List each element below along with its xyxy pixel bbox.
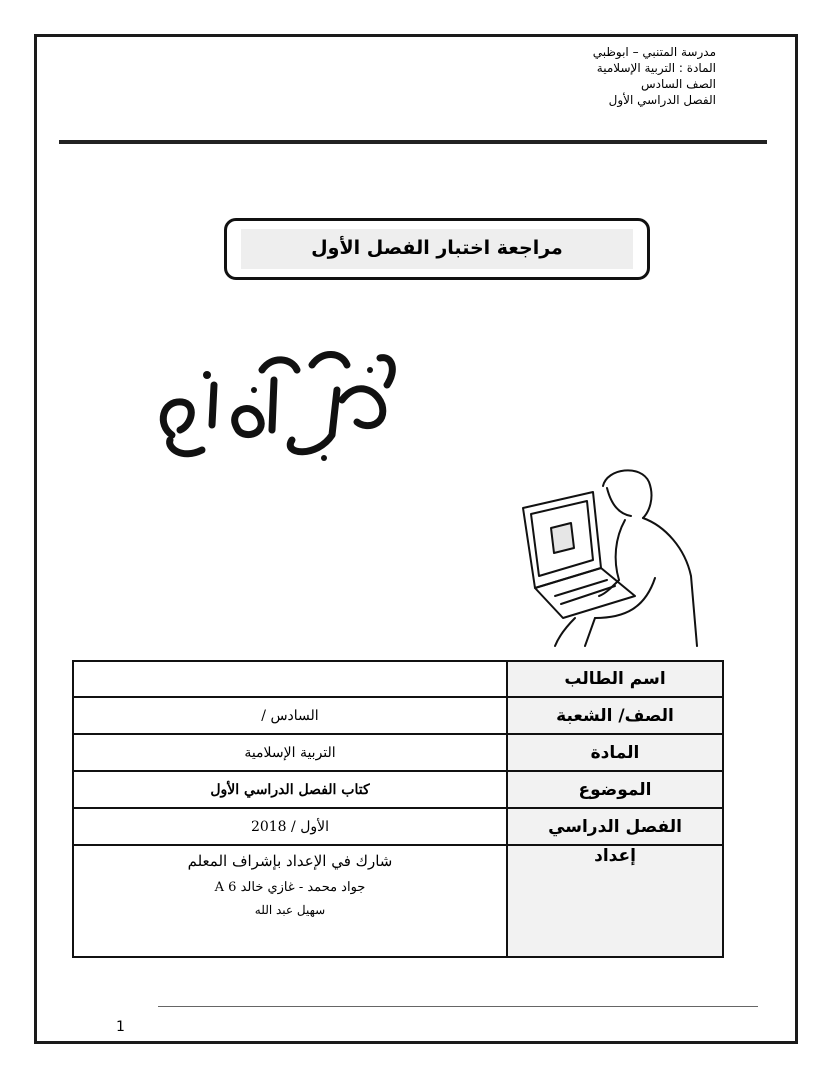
student-laptop-illustration <box>515 468 705 648</box>
footer-divider <box>158 1006 758 1007</box>
subject-label: المادة <box>507 734 723 771</box>
page-title: مراجعة اختبار الفصل الأول <box>241 229 633 269</box>
calligraphy-image <box>142 330 407 480</box>
table-row <box>73 771 723 808</box>
topic-value: كتاب الفصل الدراسي الأول <box>73 771 507 808</box>
prepared-by-names: جواد محمد - غازي خالد A 6 <box>214 880 366 895</box>
term-value: الأول / 2018 <box>73 808 507 845</box>
class-section-value: السادس / <box>73 697 507 734</box>
student-info-table <box>72 660 724 958</box>
table-row <box>73 697 723 734</box>
prepared-by-label: إعداد <box>507 845 723 957</box>
class-section-label: الصف/ الشعبة <box>507 697 723 734</box>
table-row <box>73 661 723 697</box>
table-row <box>73 734 723 771</box>
prepared-by-cell <box>73 845 507 957</box>
title-box <box>224 218 650 280</box>
table-row <box>73 808 723 845</box>
table-row <box>73 845 723 957</box>
topic-label: الموضوع <box>507 771 723 808</box>
grade-line: الصف السادس <box>641 77 716 91</box>
student-name-label: اسم الطالب <box>507 661 723 697</box>
student-name-value <box>73 661 507 697</box>
header-divider <box>59 140 767 144</box>
prepared-by-names-2: سهيل عبد الله <box>254 903 326 917</box>
school-header <box>593 44 716 108</box>
subject-value: التربية الإسلامية <box>73 734 507 771</box>
subject-line: المادة : التربية الإسلامية <box>596 61 716 75</box>
term-line: الفصل الدراسي الأول <box>608 93 716 107</box>
school-name: مدرسة المتنبي – ابوظبي <box>592 45 716 59</box>
prepared-by-intro: شارك في الإعداد بإشراف المعلم <box>187 852 393 870</box>
term-label: الفصل الدراسي <box>507 808 723 845</box>
page-number: 1 <box>116 1019 125 1035</box>
